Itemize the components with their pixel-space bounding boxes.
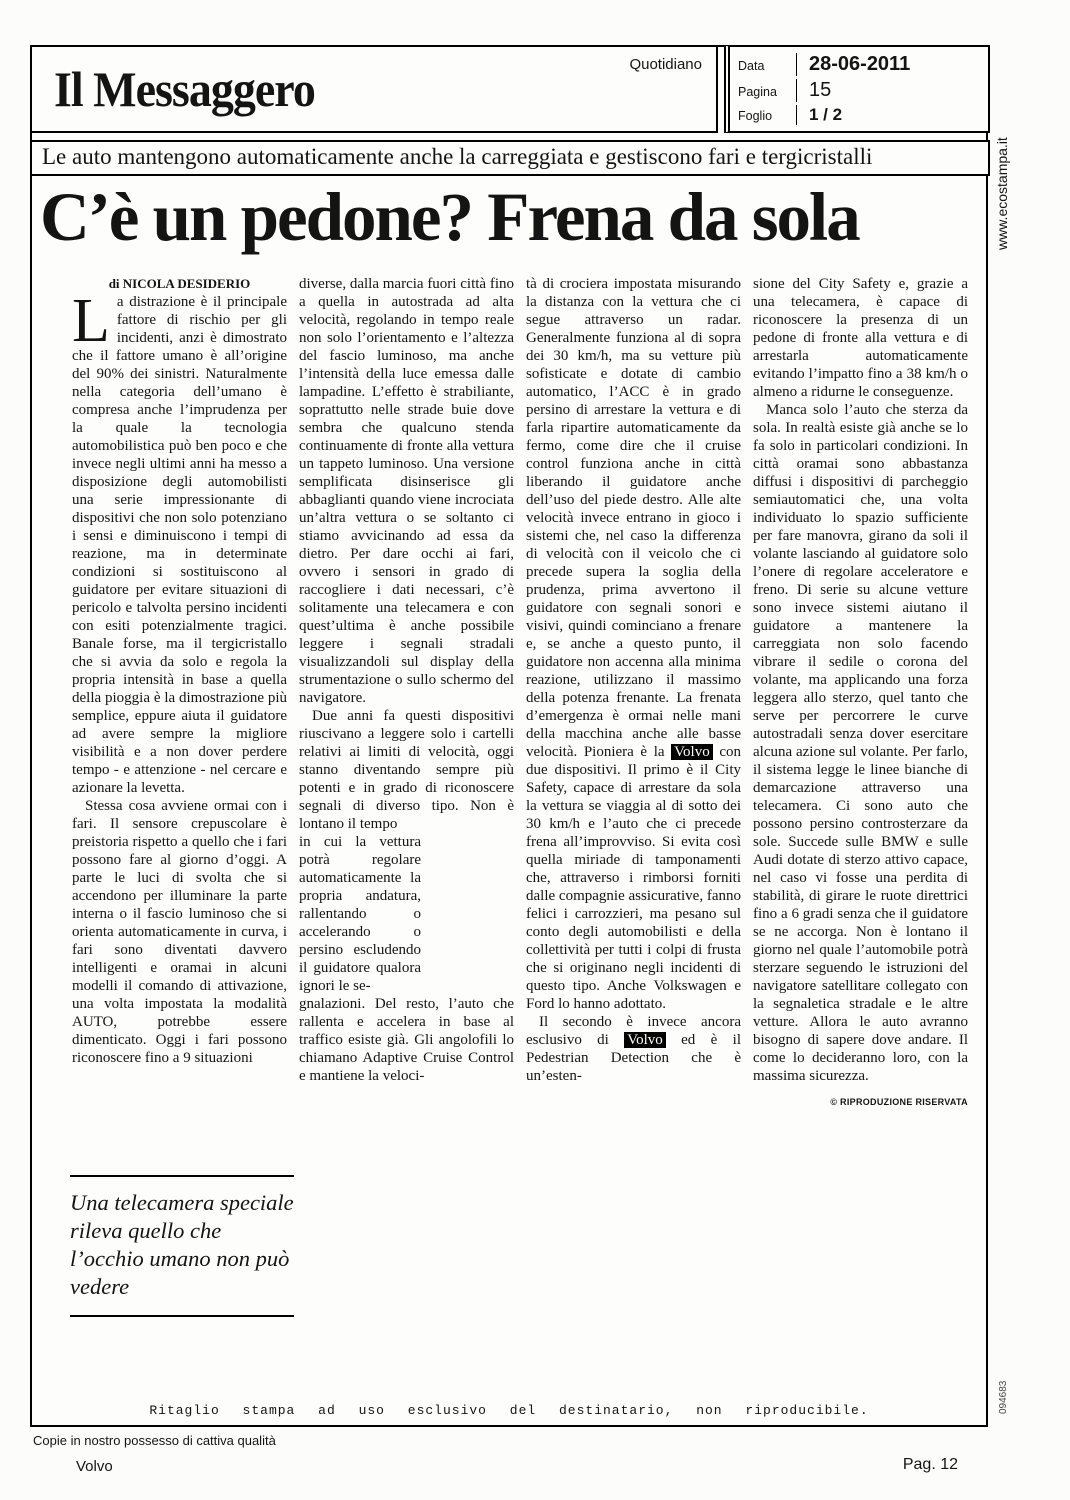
paragraph: Stessa cosa avviene ormai con i fari. Il sensore crepuscolare è preistoria rispetto a quello che i fari possono fare al giorno d’oggi. A parte le luci di svolta che si accendono per illuminare la parte interna o il fascio luminoso che si orienta automaticamente in curva, i fari sono diventati davvero intelligenti e oramai in alcuni modelli il comando di attivazione, una volta impostata la modalità AUTO, potrebbe essere dimenticato. Oggi i fari possono riconoscere fino a 9 situazioni bbox=[72, 798, 287, 1066]
page-value: 15 bbox=[809, 78, 832, 101]
meta-divider bbox=[796, 79, 797, 102]
meta-row-date bbox=[730, 53, 988, 76]
article-body bbox=[72, 275, 970, 1175]
page-label: Pagina bbox=[738, 84, 777, 99]
byline: di NICOLA DESIDERIO bbox=[108, 276, 251, 291]
meta-divider bbox=[796, 105, 797, 125]
paragraph bbox=[526, 1013, 741, 1085]
publication-type-label: Quotidiano bbox=[629, 56, 702, 73]
masthead-box bbox=[30, 45, 718, 133]
volvo-highlight: Volvo bbox=[624, 1032, 666, 1048]
drop-cap: L bbox=[72, 287, 110, 355]
paragraph: Manca solo l’auto che sterza da sola. In realtà esiste già anche se lo fa solo in particolari condizioni. In città oramai sono abbastanza diffusi i dispositivi di parcheggio semiautomatici che, una volta individuato lo spazio sufficiente per fare manovra, girano da soli il volante lasciando al guidatore solo l’onere di regolare acceleratore e freno. Di serie su alcune vetture sono invece sistemi aiutano il guidatore a mantenere la carreggiata non solo facendo vibrare il sedile o corona del volante, ma applicando una forza leggera allo sterzo, quel tanto che serve per percorrere le curve autostradali senza dover esercitare alcuna azione sul volante. Per farlo, il sistema legge le linee bianche di demarcazione attraverso una telecamera. Ci sono auto che possono persino controsterzare da sole. Succede sulle BMW e sulle Audi dotate di sterzo attivo capace, nel caso vi fosse una perdita di stabilità, di girare le ruote direttrici fino a 6 gradi senza che il guidatore se ne accorga. Non è lontano il giorno nel quale l’automobile potrà sterzare seguendo le istruzioni del navigatore satellitare collegato con la segnaletica stradale e le altre vetture. Allora le auto avranno bisogno di sapere dove andare. Il come lo decideranno loro, con la massima sicurezza. bbox=[753, 402, 968, 1084]
sheet-label: Foglio bbox=[738, 109, 773, 124]
page-reference: Pag. 12 bbox=[902, 1456, 958, 1473]
copyright-notice: © RIPRODUZIONE RISERVATA bbox=[830, 1097, 968, 1107]
date-value: 28-06-2011 bbox=[809, 52, 911, 75]
paragraph-text: ed è il Pedestrian Detection che è un’esten- bbox=[526, 1032, 741, 1084]
meta-divider bbox=[796, 53, 797, 76]
article-column-1 bbox=[72, 275, 287, 1175]
paragraph: Due anni fa questi dispositivi riuscivano a leggere solo i cartelli relativi ai limiti di velocità, oggi stanno diventando sempre più potenti e in grado di riconoscere segnali di diverso tipo. Non è lontano il tempo bbox=[299, 708, 514, 832]
meta-box bbox=[724, 45, 990, 133]
paragraph: sione del City Safety e, grazie a una telecamera, è capace di riconoscere la presenza di un pedone di fronte alla vettura e di arrestarla automaticamente evitando l’impatto fino a 38 km/h o almeno a ridurne le conseguenze. bbox=[753, 276, 968, 400]
quality-note: Copie in nostro possesso di cattiva qualità bbox=[33, 1433, 276, 1448]
header-row bbox=[30, 45, 990, 133]
paragraph-narrow-wrap: in cui la vettura potrà regolare automaticamente la propria andatura, rallentando o accelerando o persino escludendo il guidatore qualora ignori le se- bbox=[299, 834, 421, 994]
paragraph-text: con due dispositivi. Il primo è il City Safety, capace di arrestare da sola la vettura se viaggia al di sotto dei 30 km/h e l’auto che ci precede frena all’improvviso. Si evita così quella miriade di tamponamenti che, attraverso i rimborsi forniti dalle compagnie assicurative, fanno felici i carrozzieri, ma pesano sul conto degli automobilisti e della collettività per tutti i colpi di frusta che si originano negli incidenti di questo tipo. Anche Volkswagen e Ford lo hanno adottato. bbox=[526, 744, 741, 1012]
article-column-4 bbox=[753, 275, 968, 1175]
clipping-code-vertical: 094683 bbox=[998, 1380, 1009, 1414]
volvo-highlight: Volvo bbox=[671, 744, 713, 760]
article-column-3 bbox=[526, 275, 741, 1175]
meta-row-sheet bbox=[730, 105, 988, 125]
paragraph-text: Il secondo è invece ancora esclusivo di bbox=[526, 1014, 741, 1048]
meta-row-page bbox=[730, 79, 988, 102]
sheet-value: 1 / 2 bbox=[809, 105, 843, 125]
client-name: Volvo bbox=[76, 1458, 113, 1475]
ecostampa-vertical-label: www.ecostampa.it bbox=[994, 137, 1010, 250]
ritaglio-disclaimer: Ritaglio stampa ad uso esclusivo del destinatario, non riproducibile. bbox=[149, 1403, 869, 1418]
paragraph bbox=[526, 275, 741, 1013]
paragraph-text: a distrazione è il principale fattore di rischio per gli incidenti, anzi è dimostrato che il fattore umano è all’origine del 90% dei sinistri. Naturalmente nella categoria dell’umano è compresa anche l’imprudenza per la quale la tecnologia automobilistica può ben poco e che invece negli ultimi anni ha messo a disposizione degli automobilisti una serie impressionante di dispositivi che non solo potenziano i sensi e diminuiscono i tempi di reazione, ma in determinate condizioni si sostituiscono al guidatore per evitare situazioni di pericolo e talvolta persino incidenti con esiti potenzialmente tragici. Banale forse, ma il tergicristallo che si avvia da solo e regola la propria intensità in base a quella della pioggia è la dimostrazione più semplice, eppure aiuta il guidatore ad avere sempre la migliore visibilità e a non dover perdere tempo - e attenzione - nel cercare e azionare la levetta. bbox=[72, 294, 287, 796]
paragraph: gnalazioni. Del resto, l’auto che rallenta e accelera in base al traffico esiste già. Gli angolofili lo chiamano Adaptive Cruise Control e mantiene la veloci- bbox=[299, 996, 514, 1084]
masthead-title: Il Messaggero bbox=[54, 61, 315, 117]
clipping-frame bbox=[30, 45, 988, 1427]
paragraph bbox=[72, 287, 287, 797]
headline: C’è un pedone? Frena da sola bbox=[40, 179, 859, 255]
paragraph: diverse, dalla marcia fuori città fino a quella in autostrada ad alta velocità, regolando in tempo reale non solo l’orientamento e l’altezza del fascio luminoso, ma anche l’intensità della luce emessa dalle lampadine. L’effetto è strabiliante, soprattutto nelle strade buie dove sembra che qualcuno stenda continuamente di fronte alla vettura un tappeto luminoso. Una versione semplificata disinserisce gli abbaglianti quando viene incrociata un’altra vettura o se soltanto ci stiamo avvicinando ad essa da dietro. Per dare occhi ai fari, ovvero i sensori in grado di raccogliere i dati necessari, c’è solitamente una telecamera e con quest’ultima è anche possibile leggere i segnali stradali visualizzandoli sul display della strumentazione o sullo schermo del navigatore. bbox=[299, 276, 514, 706]
article-column-2 bbox=[299, 275, 514, 1175]
kicker-strip: Le auto mantengono automaticamente anche la carreggiata e gestiscono fari e tergicristalli bbox=[30, 140, 990, 176]
paragraph-text: tà di crociera impostata misurando la distanza con la vettura che ci segue attraverso un radar. Generalmente funziona al di sopra dei 30 km/h, ma su vetture più sofisticate e dotate di cambio automatico, l’ACC è in grado persino di arrestare la vettura e di farla ripartire automaticamente da fermo, come dire che il cruise control funziona anche in città liberando il guidatore anche dell’uso del piede destro. Alle alte velocità invece entrano in gioco i sistemi che, nel caso la differenza di velocità con il veicolo che ci precede supera la soglia della prudenza, prima avvertono il guidatore con segnali sonori e visivi, quindi cominciano a frenare e, se anche a questo punto, il guidatore non accenna alla minima reazione, utilizzano il massimo della potenza frenante. La frenata d’emergenza è ormai nelle mani della macchina anche alle basse velocità. Pioniera è la bbox=[526, 276, 741, 760]
pull-quote: Una telecamera speciale rileva quello che l’occhio umano non può vedere bbox=[70, 1175, 294, 1317]
date-label: Data bbox=[738, 58, 765, 73]
